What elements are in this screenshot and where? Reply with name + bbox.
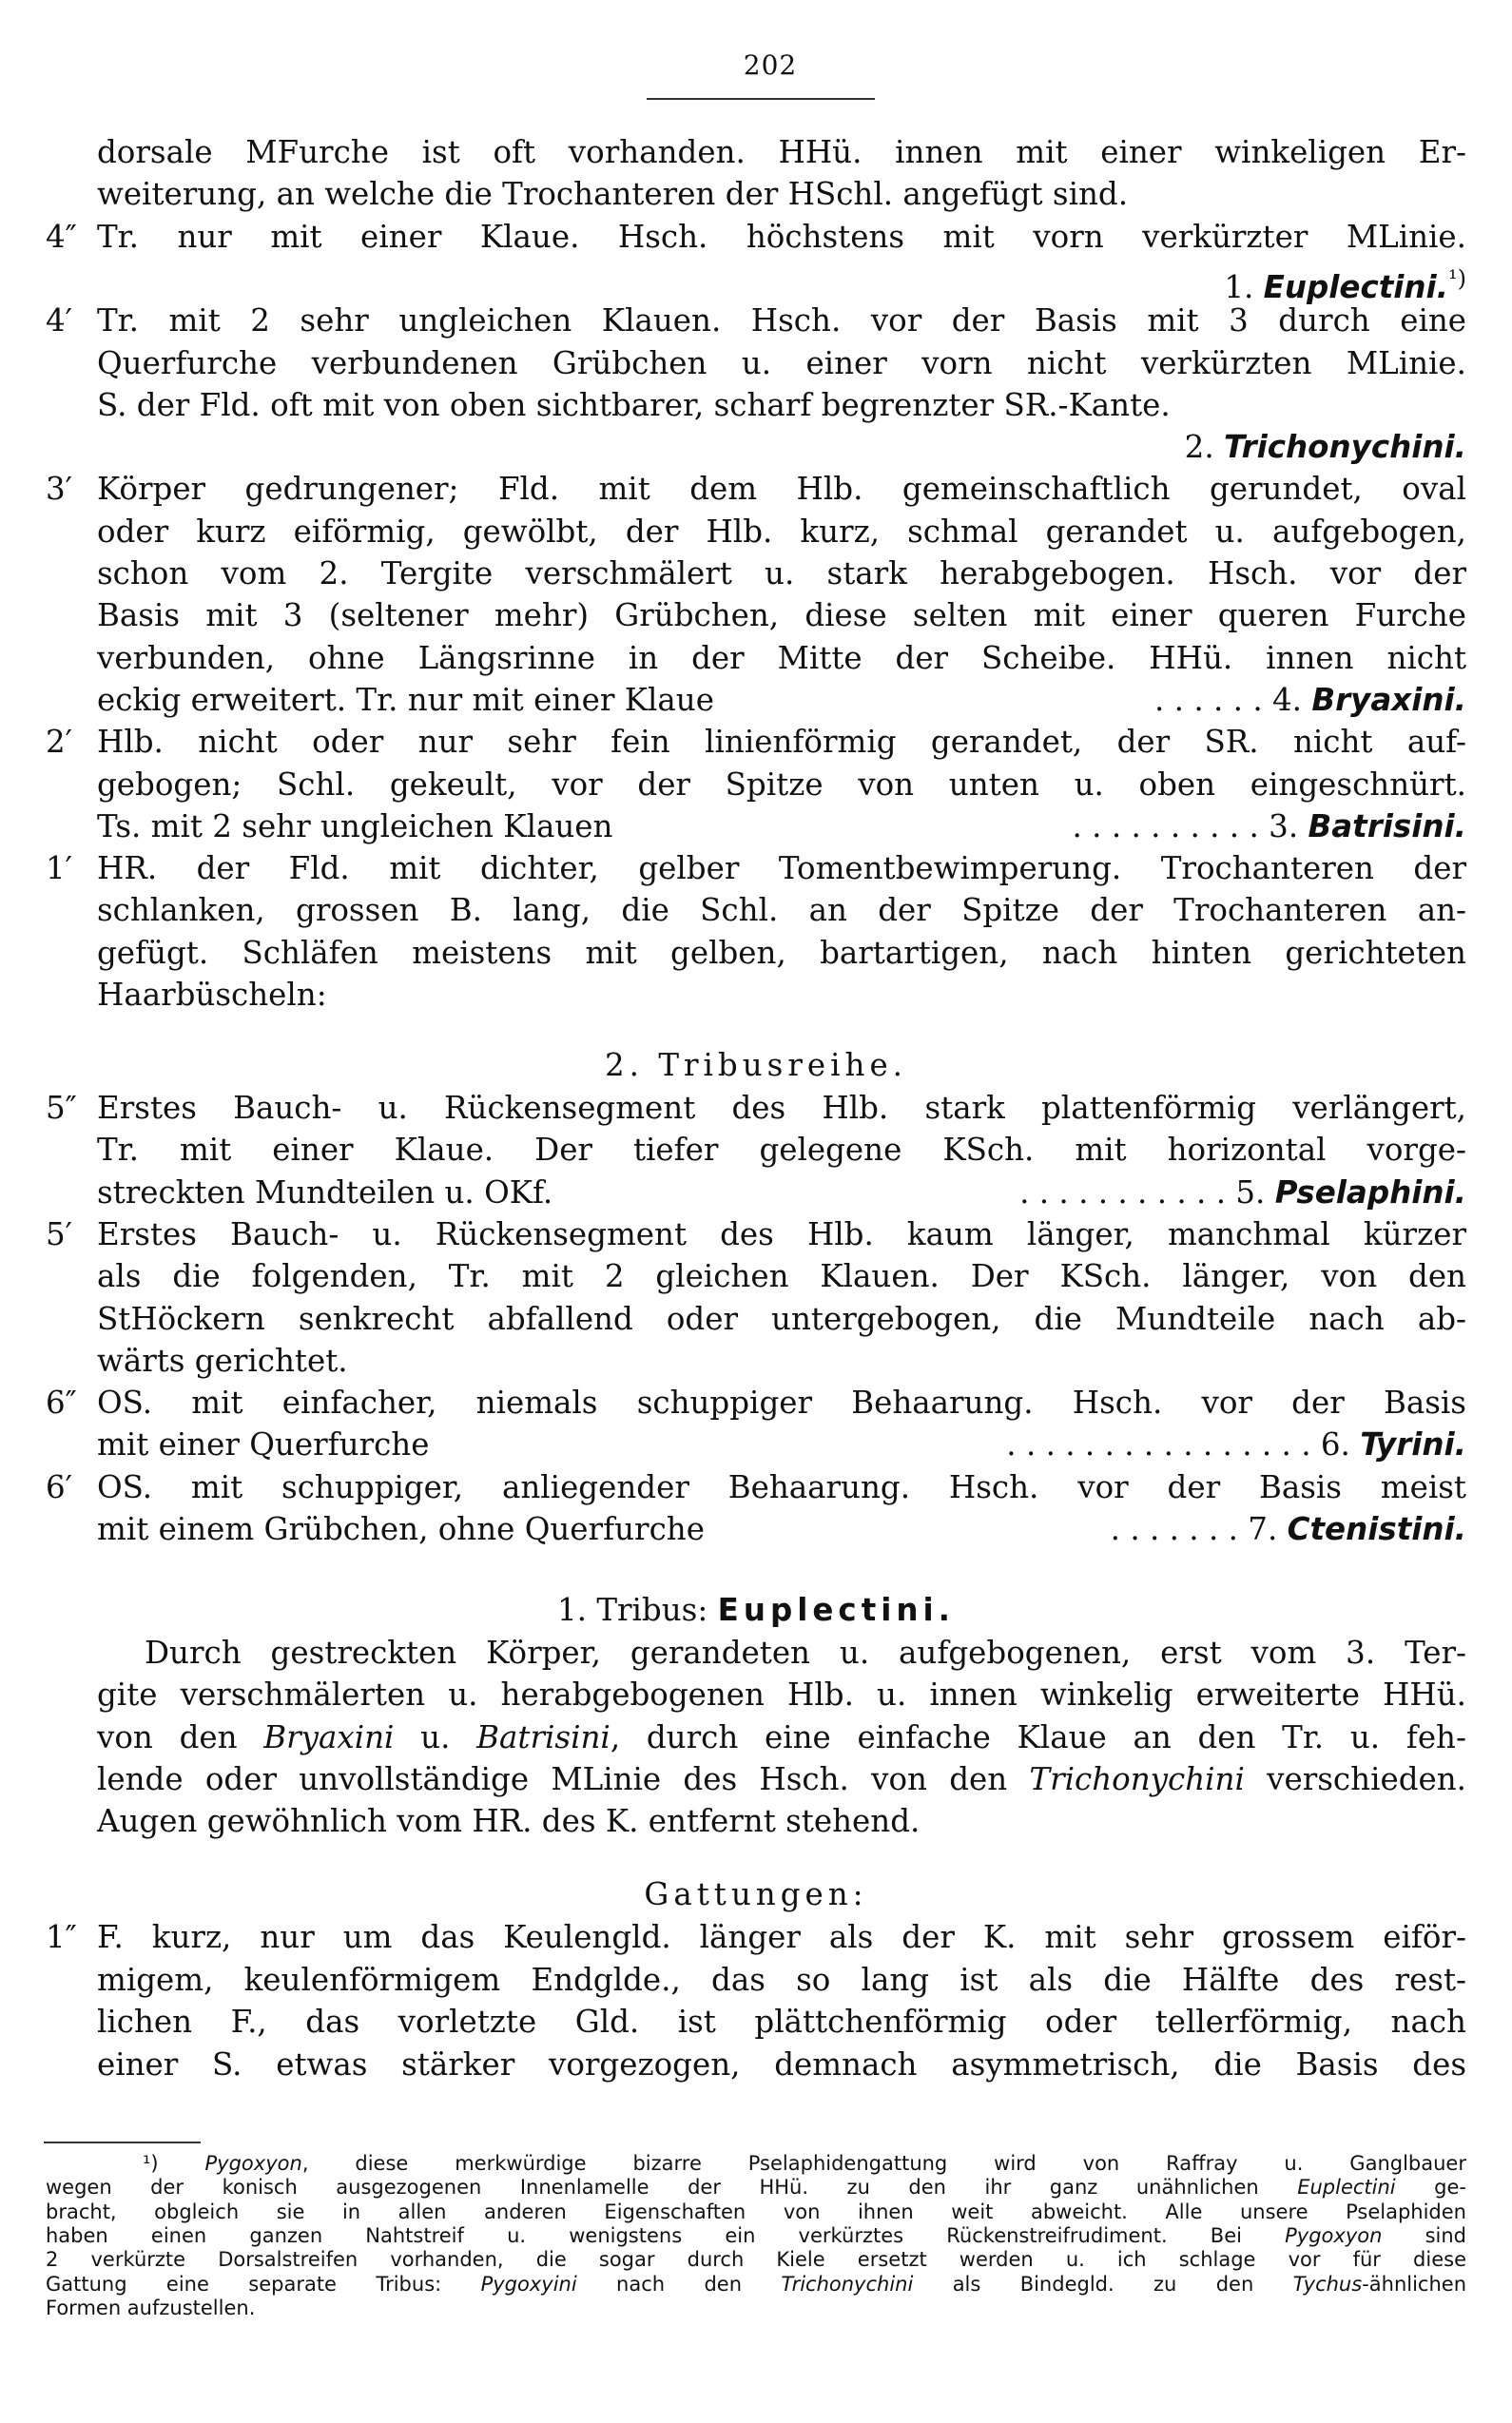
key-line <box>0 637 1512 679</box>
taxon-name: Bryaxini <box>263 1718 395 1755</box>
tribe-name: Tyrini. <box>1360 1426 1466 1463</box>
section-2-heading: 2. Tribusreihe. <box>604 1047 908 1083</box>
key-line <box>0 1172 1512 1213</box>
footnote-marker: ¹) <box>1448 264 1466 292</box>
key-text: schon vom 2. Tergite verschmälert u. stark herabgebogen. Hsch. vor der <box>97 555 1466 591</box>
key-text: gefügt. Schläfen meistens mit gelben, bartartigen, nach hinten gerichteten <box>97 934 1466 971</box>
key-text: Hlb. nicht oder nur sehr fein linienförmig gerandet, der SR. nicht auf- <box>97 724 1466 761</box>
page-number-rule <box>647 98 875 100</box>
tribus-heading <box>0 1589 1512 1631</box>
tribe-number: 3. <box>1269 807 1308 844</box>
tribe-number: 6. <box>1320 1426 1361 1463</box>
key-line <box>0 384 1512 426</box>
tribe-name: Ctenistini. <box>1287 1511 1466 1547</box>
key-text: Tr. mit einer Klaue. Der tiefer gelegene KSch. mit horizontal vorge- <box>97 1132 1466 1169</box>
key-text: Basis mit 3 (seltener mehr) Grübchen, diese selten mit einer queren Furche <box>97 597 1466 634</box>
key-text: S. der Fld. oft mit von oben sichtbarer, scharf begrenzter SR.-Kante. <box>97 386 1171 423</box>
key-line <box>0 1129 1512 1171</box>
footnote-line <box>0 2151 1512 2176</box>
tribe-name: Pselaphini. <box>1274 1173 1466 1211</box>
key-line <box>0 847 1512 889</box>
tribe-result <box>1154 679 1466 721</box>
tribe-result <box>1111 1508 1466 1550</box>
tribus-heading-name: Euplectini. <box>717 1592 955 1628</box>
key-text: dorsale MFurche ist oft vorhanden. HHü. innen mit einer winkeligen Er- <box>97 134 1466 170</box>
key-line <box>0 1959 1512 2001</box>
taxon-name: Pygoxyini <box>480 2272 577 2296</box>
footnote-line <box>0 2200 1512 2224</box>
key-line <box>0 889 1512 931</box>
footnote-text: ¹) Pygoxyon, diese merkwürdige bizarre Pselaphidengattung wird von Raffray u. Ganglbauer <box>143 2152 1466 2175</box>
key-text: mit einem Grübchen, ohne Querfurche <box>97 1511 705 1547</box>
key-text: migem, keulenförmigem Endglde., das so lang ist als die Hälfte des rest- <box>97 1961 1466 1998</box>
key-line <box>0 1382 1512 1424</box>
footnote-text: bracht, obgleich sie in allen anderen Eigenschaften von ihnen weit abweicht. Alle unsere Pselaphiden <box>46 2200 1466 2223</box>
key-line <box>0 216 1512 258</box>
key-text: eckig erweitert. Tr. nur mit einer Klaue <box>97 681 714 718</box>
paragraph-text: von den Bryaxini u. Batrisini, durch eine einfache Klaue an den Tr. u. feh- <box>97 1718 1466 1755</box>
key-line <box>0 974 1512 1016</box>
key-line <box>0 511 1512 552</box>
paragraph-line <box>0 1632 1512 1674</box>
key-line <box>0 173 1512 215</box>
key-line <box>0 764 1512 805</box>
key-text: Erstes Bauch- u. Rückensegment des Hlb. stark plattenförmig verlängert, <box>97 1090 1466 1126</box>
page-number: 202 <box>743 49 798 81</box>
key-text: mit einer Querfurche <box>97 1426 430 1463</box>
footnote-line <box>0 2175 1512 2200</box>
key-line <box>0 342 1512 384</box>
key-text: StHöckern senkrecht abfallend oder untergebogen, die Mundteile nach ab- <box>97 1300 1466 1337</box>
key-text: gebogen; Schl. gekeult, vor der Spitze von unten u. oben eingeschnürt. <box>97 766 1466 803</box>
taxon-name: Euplectini <box>1297 2176 1396 2200</box>
leader-dots: . . . . . . . <box>1110 1511 1249 1547</box>
key-text: einer S. etwas stärker vorgezogen, demnach asymmetrisch, die Basis des <box>97 2045 1466 2083</box>
key-line <box>0 131 1512 173</box>
key-text: Ts. mit 2 sehr ungleichen Klauen <box>97 807 613 844</box>
tribe-number: 4. <box>1272 681 1312 718</box>
gattungen-heading: Gattungen: <box>644 1876 868 1912</box>
paragraph-line <box>0 1716 1512 1758</box>
tribe-number: 1. <box>1224 268 1264 305</box>
taxon-name: Trichonychini <box>1029 1760 1245 1797</box>
couplet-number: 1′ <box>46 850 73 887</box>
couplet-number: 5″ <box>46 1090 77 1126</box>
leader-dots: . . . . . . <box>1154 681 1272 718</box>
gattungen-heading-line <box>0 1873 1512 1915</box>
key-text: oder kurz eiförmig, gewölbt, der Hlb. kurz, schmal gerandet u. aufgebogen, <box>97 513 1466 550</box>
key-line <box>0 1508 1512 1550</box>
key-text: OS. mit einfacher, niemals schuppiger Behaarung. Hsch. vor der Basis <box>97 1385 1466 1422</box>
key-line <box>0 805 1512 847</box>
key-text: Tr. nur mit einer Klaue. Hsch. höchstens mit vorn verkürzter MLinie. <box>97 218 1466 255</box>
key-text: Körper gedrungener; Fld. mit dem Hlb. gemeinschaftlich gerundet, oval <box>97 471 1466 508</box>
paragraph-text: gite verschmälerten u. herabgebogenen Hlb. u. innen winkelig erweiterte HHü. <box>97 1677 1466 1714</box>
paragraph-line <box>0 1758 1512 1800</box>
key-line <box>0 1298 1512 1340</box>
key-text: HR. der Fld. mit dichter, gelber Tomentbewimperung. Trochanteren der <box>97 850 1466 887</box>
key-line <box>0 1087 1512 1129</box>
leader-dots: . . . . . . . . . . . <box>1019 1173 1236 1211</box>
footnote-text: Formen aufzustellen. <box>46 2296 256 2319</box>
footnote-text: 2 verkürzte Dorsalstreifen vorhanden, die sogar durch Kiele ersetzt werden u. ich schlage vor für diese <box>46 2248 1466 2272</box>
footnote-text: haben einen ganzen Nahtstreif u. wenigstens ein verkürztes Rückenstreifrudiment. Bei Pygoxyon sind <box>46 2223 1467 2247</box>
footnote-line <box>0 2272 1512 2297</box>
couplet-number: 4′ <box>46 302 73 339</box>
key-line <box>0 932 1512 974</box>
tribe-name: Batrisini. <box>1308 807 1466 844</box>
key-line <box>0 594 1512 636</box>
key-text: OS. mit schuppiger, anliegender Behaarung. Hsch. vor der Basis meist <box>97 1468 1466 1505</box>
key-line <box>0 721 1512 763</box>
key-line <box>0 1424 1512 1465</box>
couplet-number: 6′ <box>46 1468 73 1505</box>
tribe-result <box>1185 426 1466 468</box>
key-line <box>0 2044 1512 2085</box>
couplet-number: 3′ <box>46 471 73 508</box>
paragraph-text: lende oder unvollständige MLinie des Hsch. von den Trichonychini verschieden. <box>97 1760 1466 1797</box>
tribus-heading-line <box>0 1589 1512 1631</box>
key-line <box>0 2001 1512 2043</box>
key-text: verbunden, ohne Längsrinne in der Mitte der Scheibe. HHü. innen nicht <box>97 639 1466 676</box>
tribe-number: 5. <box>1235 1173 1275 1211</box>
key-line <box>0 552 1512 594</box>
couplet-number: 2′ <box>46 724 73 761</box>
tribe-result <box>1073 805 1466 847</box>
tribe-number: 2. <box>1184 429 1224 466</box>
taxon-name: Pygoxyon <box>204 2152 302 2175</box>
key-text: schlanken, grossen B. lang, die Schl. an der Spitze der Trochanteren an- <box>97 892 1466 929</box>
tribe-result <box>1006 1424 1466 1465</box>
key-line <box>0 258 1512 305</box>
key-line <box>0 1255 1512 1297</box>
tribus-heading-prefix: 1. Tribus: <box>556 1592 708 1628</box>
taxon-name: Trichonychini <box>781 2272 914 2296</box>
footnote-line <box>0 2223 1512 2248</box>
couplet-number: 1″ <box>46 1919 77 1955</box>
paragraph-line <box>0 1800 1512 1842</box>
key-line <box>0 1340 1512 1382</box>
footnote-text: Gattung eine separate Tribus: Pygoxyini nach den Trichonychini als Bindegld. zu den Tychus-ähnlichen <box>46 2272 1467 2296</box>
taxon-name: Tychus <box>1292 2272 1363 2296</box>
key-text: Tr. mit 2 sehr ungleichen Klauen. Hsch. vor der Basis mit 3 durch eine <box>97 302 1466 339</box>
key-text: Haarbüscheln: <box>97 977 327 1013</box>
key-text: weiterung, an welche die Trochanteren der HSchl. angefügt sind. <box>97 176 1129 213</box>
key-text: wärts gerichtet. <box>97 1342 348 1379</box>
footnote-text: wegen der konisch ausgezogenen Innenlamelle der HHü. zu den ihr ganz unähnlichen Euplectini ge- <box>46 2176 1466 2200</box>
paragraph-text: Durch gestreckten Körper, gerandeten u. aufgebogenen, erst vom 3. Ter- <box>145 1635 1466 1671</box>
footnote-line <box>0 2296 1512 2320</box>
key-line <box>0 1213 1512 1255</box>
key-line <box>0 468 1512 510</box>
key-text: Querfurche verbundenen Grübchen u. einer vorn nicht verkürzten MLinie. <box>97 344 1466 381</box>
taxon-name: Pygoxyon <box>1285 2223 1383 2247</box>
taxon-name: Batrisini <box>476 1718 611 1755</box>
couplet-number: 4″ <box>46 218 77 255</box>
key-text: als die folgenden, Tr. mit 2 gleichen Klauen. Der KSch. länger, von den <box>97 1258 1466 1295</box>
key-text: Erstes Bauch- u. Rückensegment des Hlb. kaum länger, manchmal kürzer <box>97 1215 1466 1252</box>
section-2-heading-line <box>0 1044 1512 1086</box>
key-line <box>0 300 1512 341</box>
key-line <box>0 1916 1512 1958</box>
key-text: lichen F., das vorletzte Gld. ist plättchenförmig oder tellerförmig, nach <box>97 2004 1466 2040</box>
key-text: streckten Mundteilen u. OKf. <box>97 1173 553 1211</box>
footnote-line <box>0 2247 1512 2272</box>
tribe-number: 7. <box>1248 1511 1288 1547</box>
couplet-number: 5′ <box>46 1215 73 1252</box>
paragraph-line <box>0 1674 1512 1715</box>
key-line <box>0 1466 1512 1508</box>
leader-dots: . . . . . . . . . . . . . . . . <box>1006 1426 1321 1463</box>
tribe-name: Bryaxini. <box>1311 681 1466 718</box>
tribe-name: Euplectini. <box>1263 268 1449 305</box>
couplet-number: 6″ <box>46 1385 77 1422</box>
key-line <box>0 679 1512 721</box>
key-text: F. kurz, nur um das Keulengld. länger als der K. mit sehr grossem eiför- <box>97 1919 1466 1955</box>
leader-dots: . . . . . . . . . . <box>1072 807 1270 844</box>
paragraph-text: Augen gewöhnlich vom HR. des K. entfernt stehend. <box>97 1803 921 1840</box>
tribe-name: Trichonychini. <box>1224 429 1466 466</box>
tribe-result <box>1019 1172 1466 1213</box>
key-line <box>0 426 1512 468</box>
footnote-rule <box>44 2142 201 2143</box>
